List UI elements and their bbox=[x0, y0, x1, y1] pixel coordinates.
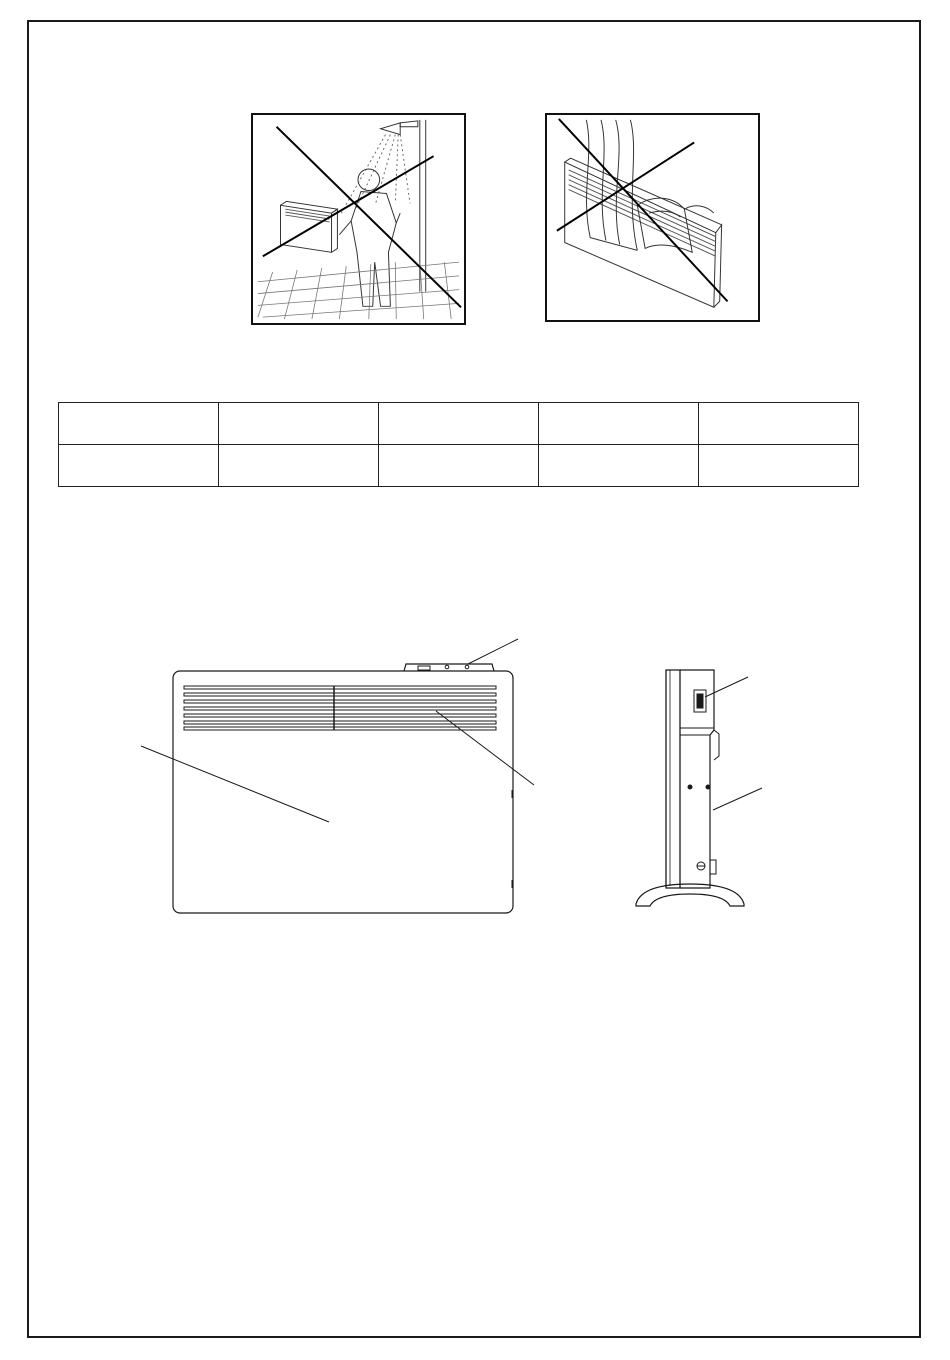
page-frame bbox=[27, 20, 921, 1338]
no-bathroom-use-icon bbox=[253, 115, 464, 323]
table-cell bbox=[219, 403, 379, 445]
table-row bbox=[59, 445, 859, 487]
table-row bbox=[59, 403, 859, 445]
no-covering-heater-icon bbox=[547, 115, 758, 320]
shower-warning-figure bbox=[251, 113, 466, 325]
table-cell bbox=[539, 445, 699, 487]
spec-table bbox=[58, 402, 859, 487]
table-cell bbox=[699, 445, 859, 487]
table-cell bbox=[699, 403, 859, 445]
table-cell bbox=[379, 445, 539, 487]
curtain-warning-figure bbox=[545, 113, 760, 322]
table-cell bbox=[59, 445, 219, 487]
table-cell bbox=[539, 403, 699, 445]
table-cell bbox=[59, 403, 219, 445]
table-cell bbox=[219, 445, 379, 487]
table-cell bbox=[379, 403, 539, 445]
